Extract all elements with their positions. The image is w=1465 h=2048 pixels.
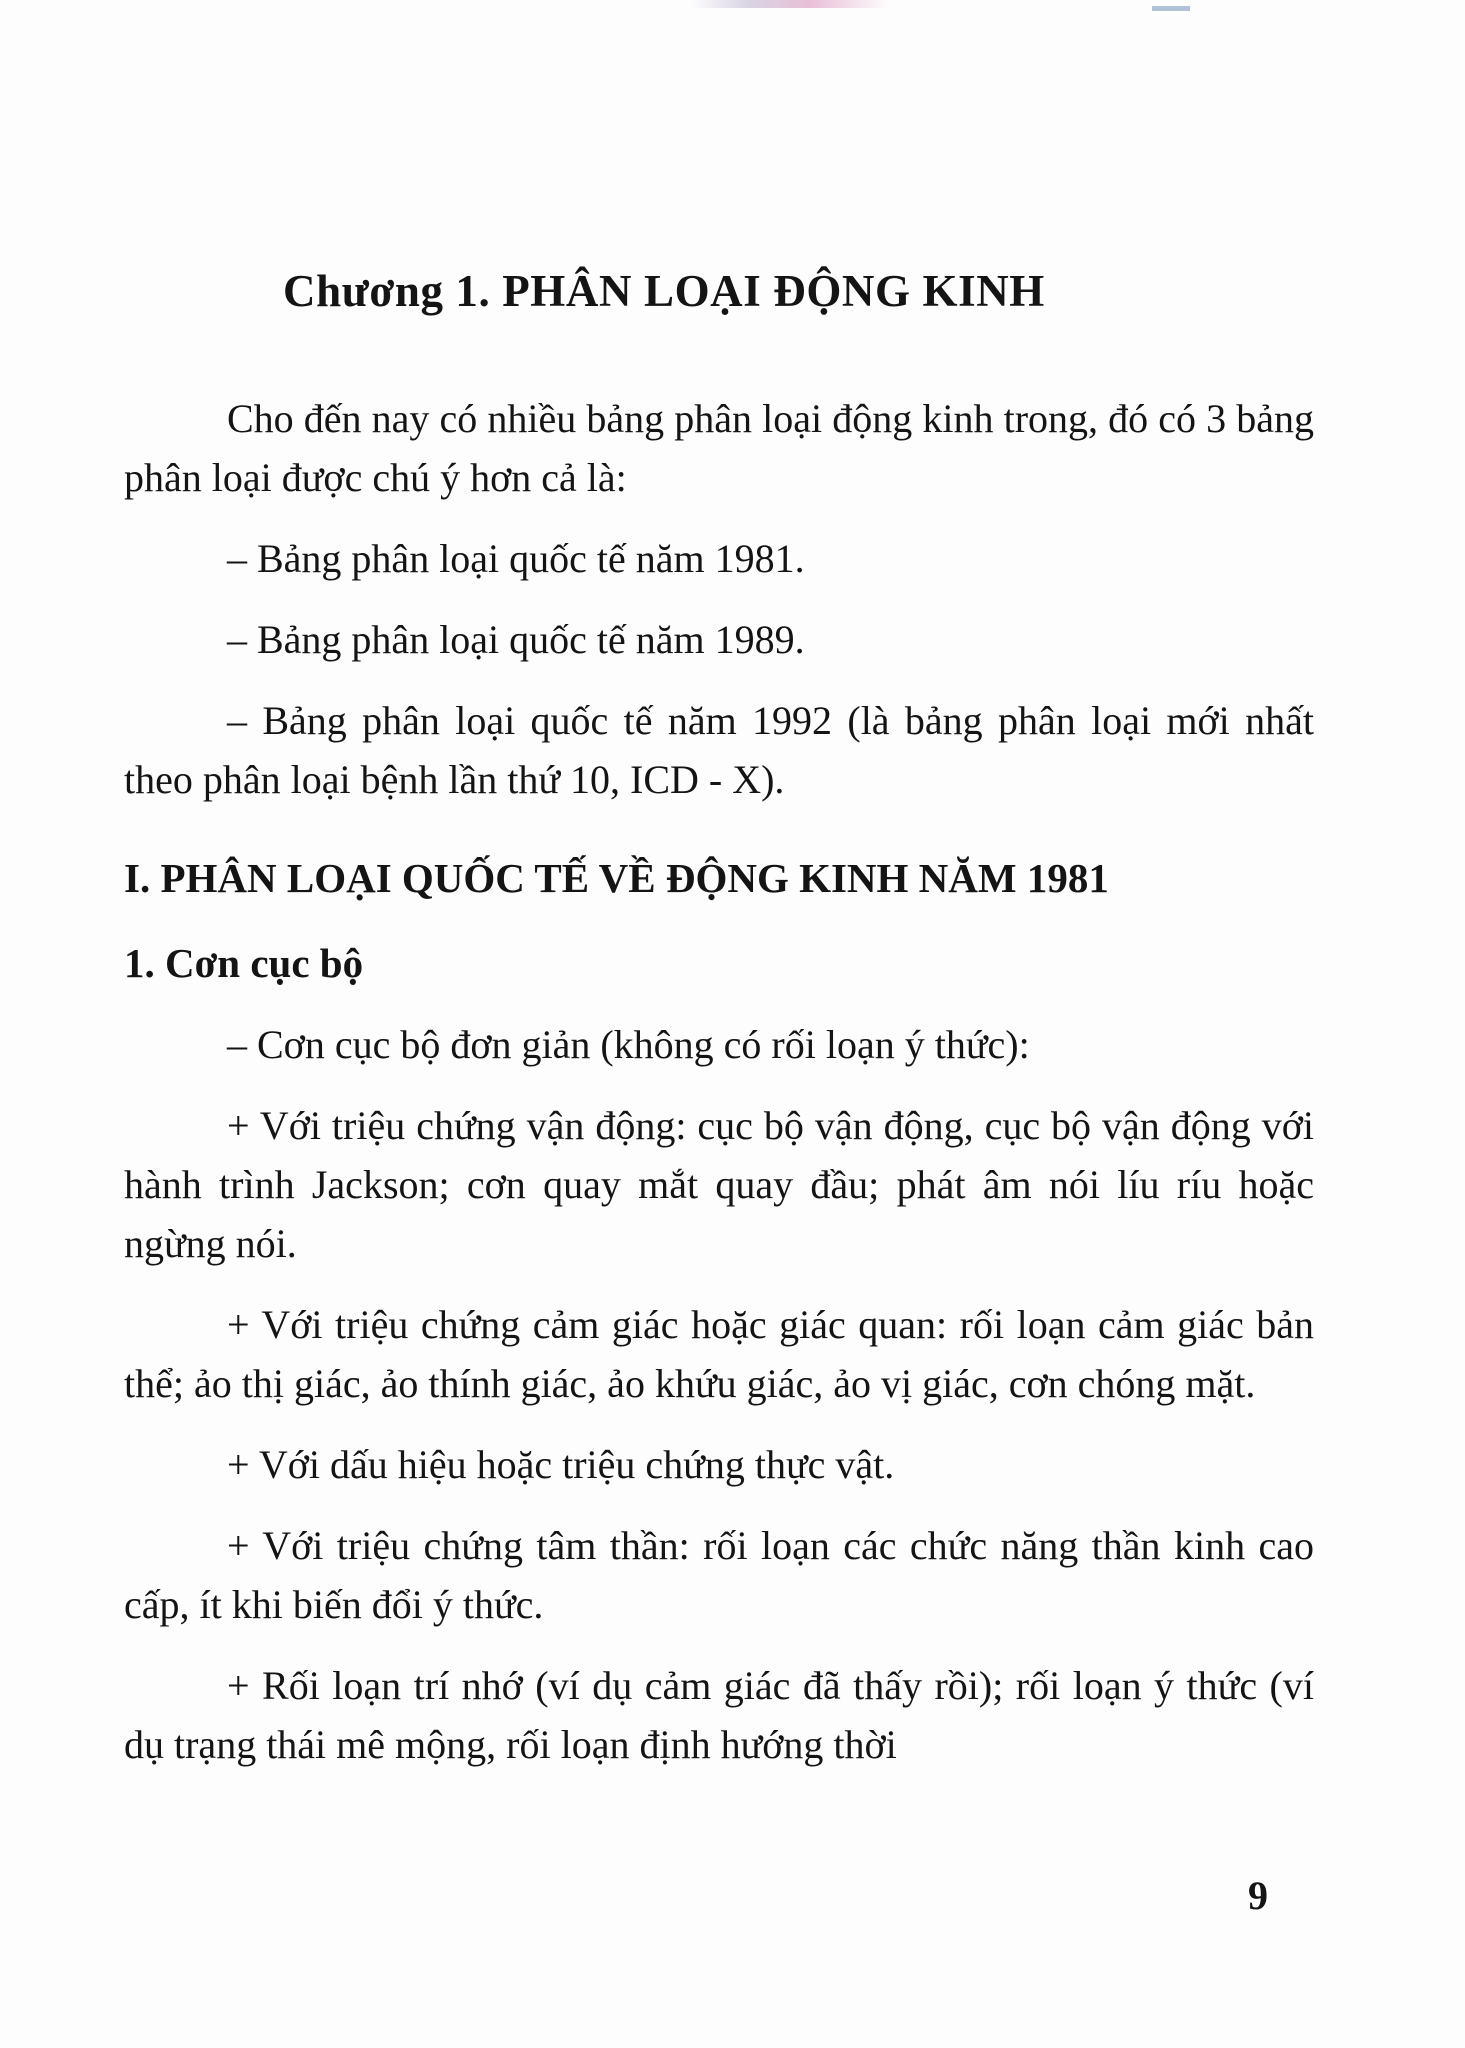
psychic-symptoms-item: + Với triệu chứng tâm thần: rối loạn các chức năng thần kinh cao cấp, ít khi biến đổi ý thức. — [124, 1522, 1314, 1627]
scan-artifact — [690, 0, 890, 8]
autonomic-symptoms-item: + Với dấu hiệu hoặc triệu chứng thực vật. — [227, 1441, 895, 1487]
section-heading: I. PHÂN LOẠI QUỐC TẾ VỀ ĐỘNG KINH NĂM 1981 — [124, 854, 1109, 901]
classification-item-1989: – Bảng phân loại quốc tế năm 1989. — [227, 616, 805, 662]
simple-partial-seizure-item: – Cơn cục bộ đơn giản (không có rối loạn ý thức): — [227, 1021, 1030, 1067]
intro-paragraph: Cho đến nay có nhiều bảng phân loại động kinh trong, đó có 3 bảng phân loại được chú ý hơn cả là: — [124, 395, 1314, 500]
motor-symptoms-item: + Với triệu chứng vận động: cục bộ vận động, cục bộ vận động với hành trình Jackson; cơn quay mắt quay đầu; phát âm nói líu ríu hoặc ngừng nói. — [124, 1102, 1314, 1266]
page-number: 9 — [1248, 1873, 1268, 1918]
page-content — [124, 262, 1314, 1774]
scan-artifact — [1152, 6, 1190, 11]
classification-item-1992: – Bảng phân loại quốc tế năm 1992 (là bảng phân loại mới nhất theo phân loại bệnh lần thứ 10, ICD - X). — [124, 697, 1314, 802]
classification-item-1981: – Bảng phân loại quốc tế năm 1981. — [227, 535, 805, 581]
memory-disorder-item: + Rối loạn trí nhớ (ví dụ cảm giác đã thấy rồi); rối loạn ý thức (ví dụ trạng thái mê mộng, rối loạn định hướng thời — [124, 1662, 1314, 1767]
chapter-title: Chương 1. PHÂN LOẠI ĐỘNG KINH — [283, 266, 1045, 316]
sensory-symptoms-item: + Với triệu chứng cảm giác hoặc giác quan: rối loạn cảm giác bản thể; ảo thị giác, ảo thính giác, ảo khứu giác, ảo vị giác, cơn chóng mặt. — [124, 1301, 1314, 1406]
subsection-heading: 1. Cơn cục bộ — [124, 939, 364, 986]
